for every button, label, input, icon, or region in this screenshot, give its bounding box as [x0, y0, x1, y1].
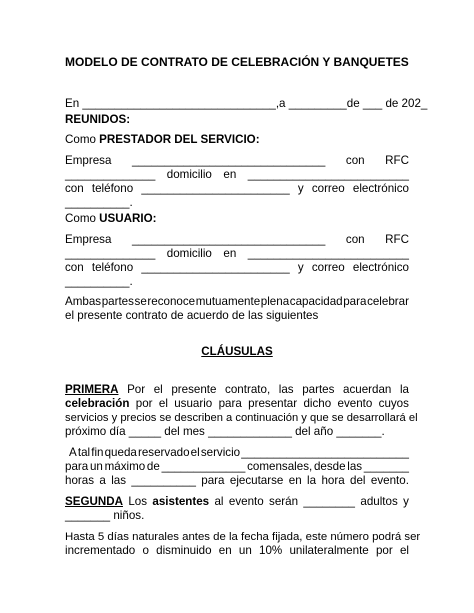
word: celebrar — [367, 295, 409, 308]
prestador-line-4: __________. — [65, 196, 133, 209]
word: correo — [311, 182, 345, 195]
blank: _______ — [363, 460, 409, 473]
word: Por — [127, 383, 146, 396]
primera-label: PRIMERA — [65, 383, 119, 396]
segunda-line-2: _______ niños. — [65, 509, 145, 522]
word: las — [111, 474, 127, 487]
primera-line-4: próximo día _____ del mes _____________ del año _______. — [65, 425, 385, 438]
word: partes — [101, 295, 134, 308]
word: usuario — [174, 397, 213, 410]
word: y — [403, 495, 409, 508]
word: presentar — [248, 397, 298, 410]
word: mutuamente — [195, 295, 261, 308]
word: teléfono — [91, 182, 134, 195]
word: se — [134, 295, 147, 308]
word: teléfono — [91, 261, 134, 274]
word: del — [350, 474, 366, 487]
primera-line-6 — [65, 460, 409, 474]
blank: ______________ — [65, 168, 156, 181]
word: electrónico — [352, 182, 409, 195]
word: presente — [171, 383, 217, 396]
word: fin — [91, 446, 104, 459]
word: con — [65, 182, 84, 195]
word: y — [297, 182, 304, 195]
word: dicho — [303, 397, 332, 410]
segunda-line-1 — [65, 495, 409, 509]
word: con — [65, 261, 84, 274]
word: un — [89, 460, 103, 473]
word: reconoce — [147, 295, 196, 308]
word: a — [99, 474, 106, 487]
blank: ________ — [303, 495, 356, 508]
usuario-line-4: __________. — [65, 275, 133, 288]
word: un — [238, 544, 252, 557]
word: con — [345, 233, 365, 246]
place-date-line: En ______________________________,a _________de ___ de 202_ — [65, 97, 428, 110]
document-title: MODELO DE CONTRATO DE CELEBRACIÓN Y BANQUETES — [65, 55, 409, 69]
word: con — [345, 154, 365, 167]
word: ejecutarse — [229, 474, 284, 487]
prestador-line-3 — [65, 182, 409, 196]
word: domicilio — [166, 247, 212, 260]
word: incrementado — [65, 544, 136, 557]
word: correo — [311, 261, 345, 274]
blank: _______________________ — [141, 261, 290, 274]
primera-line-1 — [65, 383, 409, 397]
prestador-line-2 — [65, 168, 409, 182]
prestador-heading — [65, 133, 409, 147]
word: acuerdan — [343, 383, 392, 396]
word: cuyos — [378, 397, 409, 410]
word: para — [343, 295, 367, 308]
word: comensales, — [247, 460, 313, 473]
word: la — [399, 383, 409, 396]
segunda-line-3: Hasta 5 días naturales antes de la fecha fijada, este número podrá ser — [65, 531, 421, 543]
word: capacidad — [289, 295, 343, 308]
blank: ______________________________ — [131, 154, 326, 167]
primera-line-7 — [65, 474, 409, 488]
usuario-heading — [65, 212, 409, 226]
segunda-line-4 — [65, 544, 409, 558]
word: de — [146, 460, 160, 473]
word: hora — [321, 474, 345, 487]
word: 10% — [259, 544, 283, 557]
usuario-label: USUARIO: — [99, 212, 157, 225]
primera-line-5 — [69, 446, 409, 460]
prestador-prefix: Como — [65, 133, 100, 146]
blank: _________________________ — [247, 168, 409, 181]
ambas-line-1 — [65, 295, 409, 309]
word: en — [223, 168, 237, 181]
word: el — [153, 383, 163, 396]
reunidos-heading: REUNIDOS: — [65, 113, 131, 126]
word: el — [399, 544, 409, 557]
blank: _________________________ — [247, 247, 409, 260]
word: en — [223, 247, 237, 260]
word: Ambas — [65, 295, 102, 308]
word: partes — [302, 383, 335, 396]
word: electrónico — [352, 261, 409, 274]
word: o — [142, 544, 149, 557]
word: el — [190, 446, 200, 459]
segunda-label: SEGUNDA — [65, 495, 123, 508]
blank: ______________ — [65, 247, 156, 260]
word: desde — [313, 460, 346, 473]
word: y — [297, 261, 304, 274]
word: la — [307, 474, 317, 487]
word: disminuido — [156, 544, 212, 557]
word: reservado — [137, 446, 190, 459]
word: RFC — [385, 154, 409, 167]
word: adultos — [360, 495, 398, 508]
word: unilateralmente — [289, 544, 369, 557]
word: por — [375, 544, 393, 557]
word: contrato, — [225, 383, 271, 396]
word: máximo — [104, 460, 146, 473]
word: Empresa — [65, 154, 112, 167]
blank: _____________ — [161, 460, 246, 473]
usuario-prefix: Como — [65, 212, 100, 225]
primera-line-3: servicios y precios se describen a continuación y que se desarrollará el — [65, 412, 418, 424]
word: las — [278, 383, 294, 396]
word: las — [347, 460, 363, 473]
clausulas-heading: CLÁUSULAS — [201, 345, 273, 358]
word: horas — [65, 474, 95, 487]
word: servicio — [200, 446, 241, 459]
word: Empresa — [65, 233, 112, 246]
prestador-label: PRESTADOR DEL SERVICIO: — [99, 133, 260, 146]
celebracion-term: celebración — [65, 397, 130, 410]
word: el — [158, 397, 168, 410]
word: queda — [104, 446, 137, 459]
ambas-line-2: el presente contrato de acuerdo de las siguientes — [65, 309, 319, 322]
word: evento. — [370, 474, 409, 487]
word: para — [218, 397, 242, 410]
word: domicilio — [166, 168, 212, 181]
usuario-line-2 — [65, 247, 409, 261]
prestador-line-1 — [65, 154, 409, 168]
word: por — [135, 397, 153, 410]
word: en — [288, 474, 302, 487]
blank: __________ — [131, 474, 196, 487]
word: serán — [269, 495, 299, 508]
blank: _______________________ — [141, 182, 290, 195]
word: al — [214, 495, 224, 508]
word: RFC — [385, 233, 409, 246]
blank: __________________________ — [241, 446, 409, 459]
word: para — [65, 460, 89, 473]
word: evento — [337, 397, 373, 410]
word: en — [218, 544, 232, 557]
asistentes-term: asistentes — [152, 495, 210, 508]
primera-line-2 — [65, 397, 409, 411]
word: para — [201, 474, 225, 487]
usuario-line-3 — [65, 261, 409, 275]
word: A — [69, 446, 77, 459]
usuario-line-1 — [65, 233, 409, 247]
word: plena — [260, 295, 290, 308]
blank: ______________________________ — [131, 233, 326, 246]
word: tal — [77, 446, 91, 459]
word: evento — [228, 495, 264, 508]
word: Los — [128, 495, 148, 508]
